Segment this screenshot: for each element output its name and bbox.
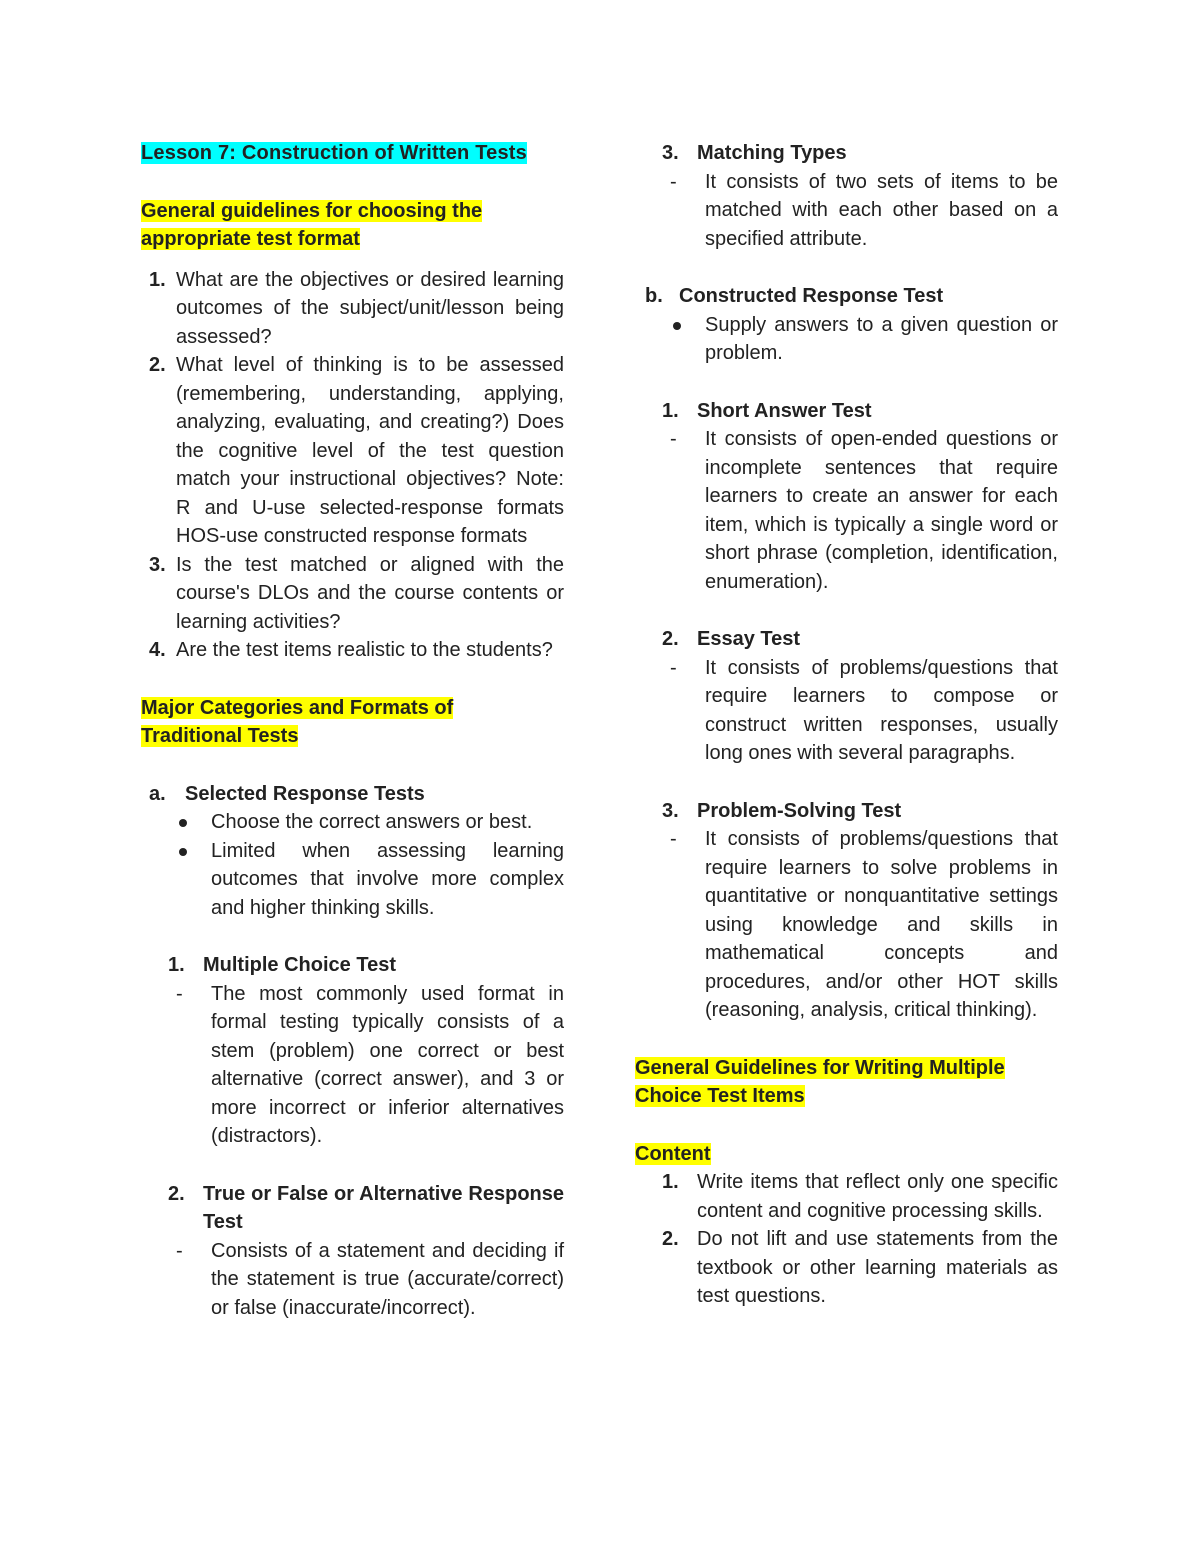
bullet-icon (179, 848, 187, 856)
dash-marker: - (176, 982, 183, 1005)
guideline-item-4 (141, 636, 564, 665)
content-list (635, 1168, 1058, 1311)
section-marker: 1. (662, 399, 679, 422)
section-marker: 3. (662, 799, 679, 822)
description-text: Consists of a statement and deciding if the statement is true (accurate/correct) or false (inaccurate/incorrect). (211, 1239, 564, 1319)
page-title-text: Lesson 7: Construction of Written Tests (141, 142, 527, 164)
guideline-item-2 (141, 351, 564, 551)
description-text: It consists of problems/questions that require learners to solve problems in quantitative or nonquantitative settings using knowledge and skills in mathematical concepts and procedures, and/or other HOT skills (reasoning, analysis, critical thinking). (705, 828, 1058, 1021)
selected-response-bullets (141, 808, 564, 922)
guideline-text: What are the objectives or desired learning outcomes of the subject/unit/lesson being assessed? (176, 268, 564, 348)
true-false-description (141, 1237, 564, 1323)
dash-marker: - (670, 170, 677, 193)
description-text: It consists of two sets of items to be matched with each other based on a specified attribute. (705, 170, 1058, 250)
true-false-heading (141, 1180, 564, 1237)
multiple-choice-description (141, 980, 564, 1151)
section-marker: 2. (168, 1182, 185, 1205)
guideline-item-3 (141, 551, 564, 637)
dash-marker: - (176, 1239, 183, 1262)
guidelines-heading (141, 197, 564, 254)
bullet-icon (673, 322, 681, 330)
categories-heading-line1: Major Categories and Formats of (141, 696, 454, 719)
constructed-response-heading (635, 282, 1058, 311)
guideline-number: 1. (149, 268, 166, 291)
section-title: Multiple Choice Test (203, 954, 396, 976)
mc-guidelines-heading-line2: Choice Test Items (635, 1085, 805, 1107)
bullet-item (635, 311, 1058, 368)
essay-description (635, 654, 1058, 768)
guideline-number: 2. (149, 354, 166, 376)
content-item-1 (635, 1168, 1058, 1225)
content-heading-text: Content (635, 1142, 711, 1165)
right-column (635, 139, 1058, 1311)
content-item-2 (635, 1225, 1058, 1311)
section-title: Constructed Response Test (679, 285, 944, 307)
essay-heading (635, 625, 1058, 654)
page-title (141, 139, 564, 168)
section-marker: 3. (662, 142, 679, 164)
content-text: Do not lift and use statements from the textbook or other learning materials as test questions. (697, 1228, 1058, 1307)
bullet-icon (179, 819, 187, 827)
guideline-text: Are the test items realistic to the students? (176, 639, 553, 661)
section-marker: 1. (168, 954, 185, 976)
section-title: Selected Response Tests (185, 782, 425, 805)
dash-marker: - (670, 428, 677, 450)
content-number: 1. (662, 1171, 679, 1193)
left-column (141, 139, 564, 1322)
guidelines-list (141, 266, 564, 665)
guideline-number: 3. (149, 553, 166, 576)
guideline-number: 4. (149, 639, 166, 661)
dash-marker: - (670, 656, 677, 679)
section-marker: b. (645, 285, 663, 307)
guidelines-heading-line1: General guidelines for choosing the (141, 199, 483, 222)
short-answer-heading (635, 397, 1058, 426)
mc-guidelines-heading-line1: General Guidelines for Writing Multiple (635, 1056, 1005, 1079)
description-text: It consists of problems/questions that require learners to compose or construct written responses, usually long ones with several paragraphs. (705, 656, 1058, 764)
content-text: Write items that reflect only one specific content and cognitive processing skills. (697, 1171, 1058, 1222)
constructed-response-bullets (635, 311, 1058, 368)
mc-guidelines-heading (635, 1054, 1058, 1111)
guideline-text: Is the test matched or aligned with the course's DLOs and the course contents or learning activities? (176, 553, 564, 633)
section-marker: a. (149, 782, 166, 805)
description-text: The most commonly used format in formal testing typically consists of a stem (problem) one correct or best alternative (correct answer), and 3 or more incorrect or inferior alternatives (distractors). (211, 982, 564, 1147)
dash-marker: - (670, 828, 677, 850)
selected-response-heading (141, 780, 564, 809)
categories-heading-line2: Traditional Tests (141, 725, 299, 747)
guidelines-heading-line2: appropriate test format (141, 228, 360, 250)
section-title: Short Answer Test (697, 399, 872, 422)
section-marker: 2. (662, 628, 679, 650)
bullet-text: Choose the correct answers or best. (211, 811, 533, 833)
guideline-item-1 (141, 266, 564, 352)
problem-solving-heading (635, 797, 1058, 826)
section-title: Matching Types (697, 142, 847, 164)
description-text: It consists of open-ended questions or incomplete sentences that require learners to create an answer for each item, which is typically a single word or short phrase (completion, identification, enumeration). (705, 428, 1058, 593)
categories-heading (141, 694, 564, 751)
guideline-text: What level of thinking is to be assessed (remembering, understanding, applying, analyzing, evaluating, and creating?) Does the cognitive level of the test question match your instructional objectives? Note: R and U-use selected-response formats HOS-use constructed response formats (176, 354, 564, 547)
bullet-item (141, 837, 564, 923)
section-title: True or False or Alternative Response Test (203, 1182, 564, 1233)
section-title: Essay Test (697, 628, 801, 650)
content-number: 2. (662, 1228, 679, 1250)
section-title: Problem-Solving Test (697, 799, 902, 822)
short-answer-description (635, 425, 1058, 596)
bullet-item (141, 808, 564, 837)
matching-types-heading (635, 139, 1058, 168)
bullet-text: Limited when assessing learning outcomes that involve more complex and higher thinking skills. (211, 839, 564, 919)
content-heading (635, 1140, 1058, 1169)
matching-types-description (635, 168, 1058, 254)
multiple-choice-heading (141, 951, 564, 980)
bullet-text: Supply answers to a given question or problem. (705, 313, 1058, 364)
problem-solving-description (635, 825, 1058, 1025)
